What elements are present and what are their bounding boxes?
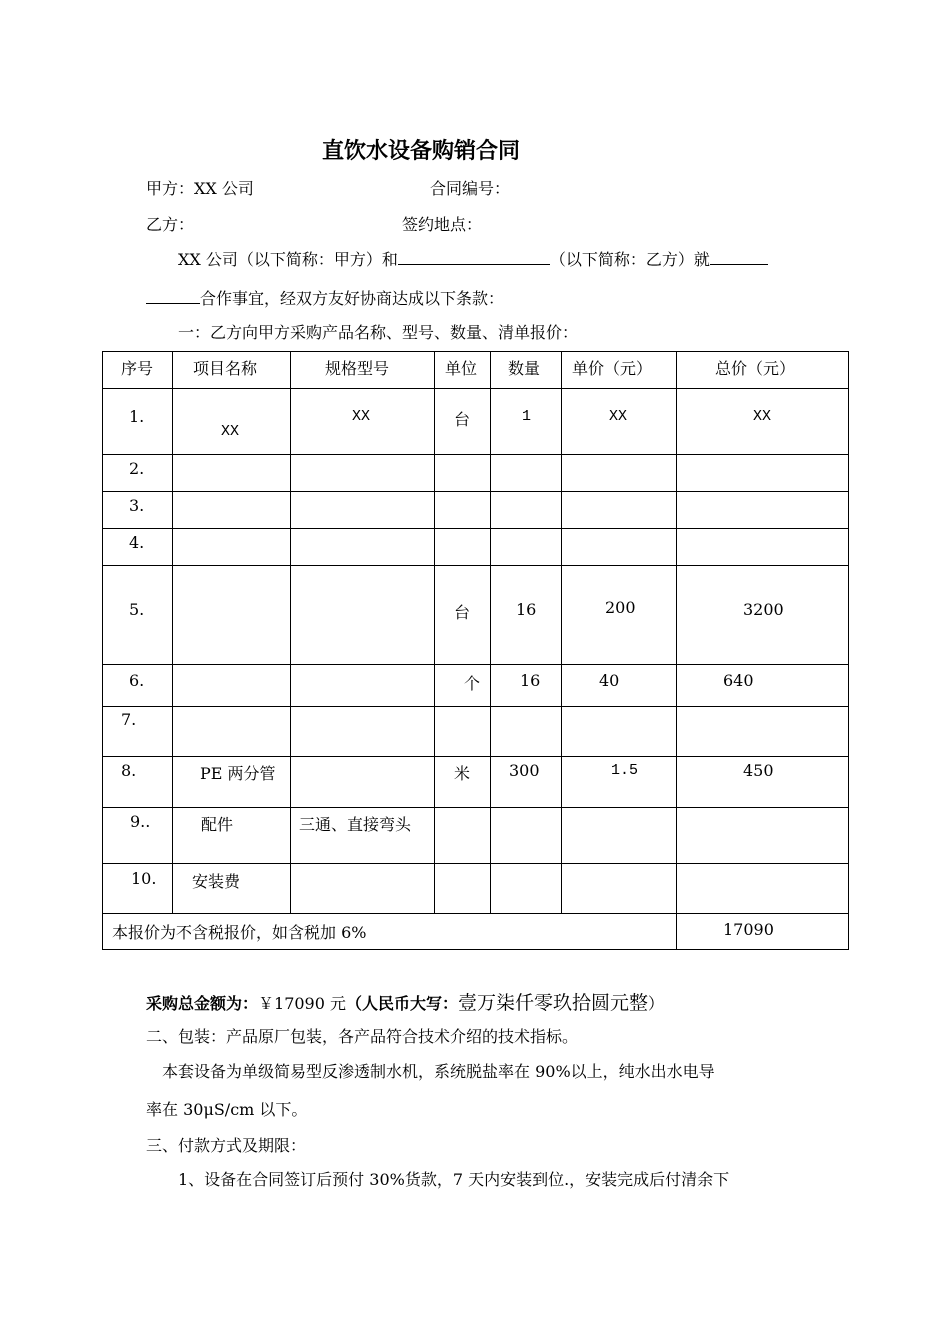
party-a: 甲方：XX 公司 [146, 179, 254, 198]
table-row: 9.. 配件 三通、直接弯头 [103, 808, 849, 864]
total-words: 壹万柒仟零玖拾圆元整 [458, 992, 649, 1014]
para-2-line-1: 本套设备为单级简易型反渗透制水机，系统脱盐率在 90%以上，纯水出水电导 [162, 1062, 715, 1081]
table-header-row [103, 352, 849, 389]
total-words-label: （人民币大写： [346, 994, 459, 1013]
table-row: 8. PE 两分管 米 300 1.5 450 [103, 757, 849, 808]
header-cell: 序号 [103, 352, 173, 389]
matter-blank [710, 248, 768, 265]
intro-part3: 合作事宜，经双方友好协商达成以下条款： [200, 289, 505, 308]
table-row: 10. 安装费 [103, 864, 849, 914]
intro-line-2 [146, 286, 504, 309]
table-row: 2. [103, 455, 849, 492]
quote-table [102, 351, 849, 950]
table-row: 4. [103, 529, 849, 566]
section-1-heading: 一：乙方向甲方采购产品名称、型号、数量、清单报价： [178, 323, 579, 342]
table-row: 5. 台 16 200 3200 [103, 566, 849, 665]
tax-note: 本报价为不含税报价，如含税加 6% [112, 923, 367, 942]
header-cell: 规格型号 [291, 352, 435, 389]
table-row: 7. [103, 707, 849, 757]
table-footer-row [103, 914, 849, 950]
sign-place-label: 签约地点： [402, 215, 483, 234]
section-3-heading: 三、付款方式及期限： [146, 1136, 307, 1155]
header-cell: 单价（元） [562, 352, 677, 389]
table-row: 3. [103, 492, 849, 529]
para-2-line-2: 率在 30μS/cm 以下。 [146, 1100, 308, 1119]
party-b: 乙方： [146, 215, 195, 234]
total-words-close: ） [648, 994, 665, 1013]
table-row: 1. XX XX 台 1 XX XX [103, 389, 849, 455]
total-amount-line [146, 988, 664, 1015]
table-row: 6. 个 16 40 640 [103, 665, 849, 707]
grand-total-cell: 17090 [723, 920, 774, 939]
header-cell: 单位 [435, 352, 491, 389]
page-title: 直饮水设备购销合同 [322, 139, 521, 164]
para-3-line-1: 1、设备在合同签订后预付 30%货款，7 天内安装到位.，安装完成后付清余下 [178, 1170, 730, 1189]
intro-line-1 [178, 247, 768, 270]
matter-blank-cont [146, 287, 200, 304]
section-2-heading: 二、包装：产品原厂包装，各产品符合技术介绍的技术指标。 [146, 1027, 579, 1046]
contract-no-label: 合同编号： [430, 179, 511, 198]
party-b-blank [398, 248, 550, 265]
header-cell: 数量 [491, 352, 562, 389]
header-cell: 总价（元） [677, 352, 849, 389]
intro-part2: （以下简称：乙方）就 [549, 250, 710, 269]
total-amount-value: ￥17090 元 [258, 994, 347, 1013]
total-amount-label: 采购总金额为： [146, 994, 259, 1013]
header-cell: 项目名称 [173, 352, 291, 389]
intro-part1: XX 公司（以下简称：甲方）和 [178, 250, 398, 269]
